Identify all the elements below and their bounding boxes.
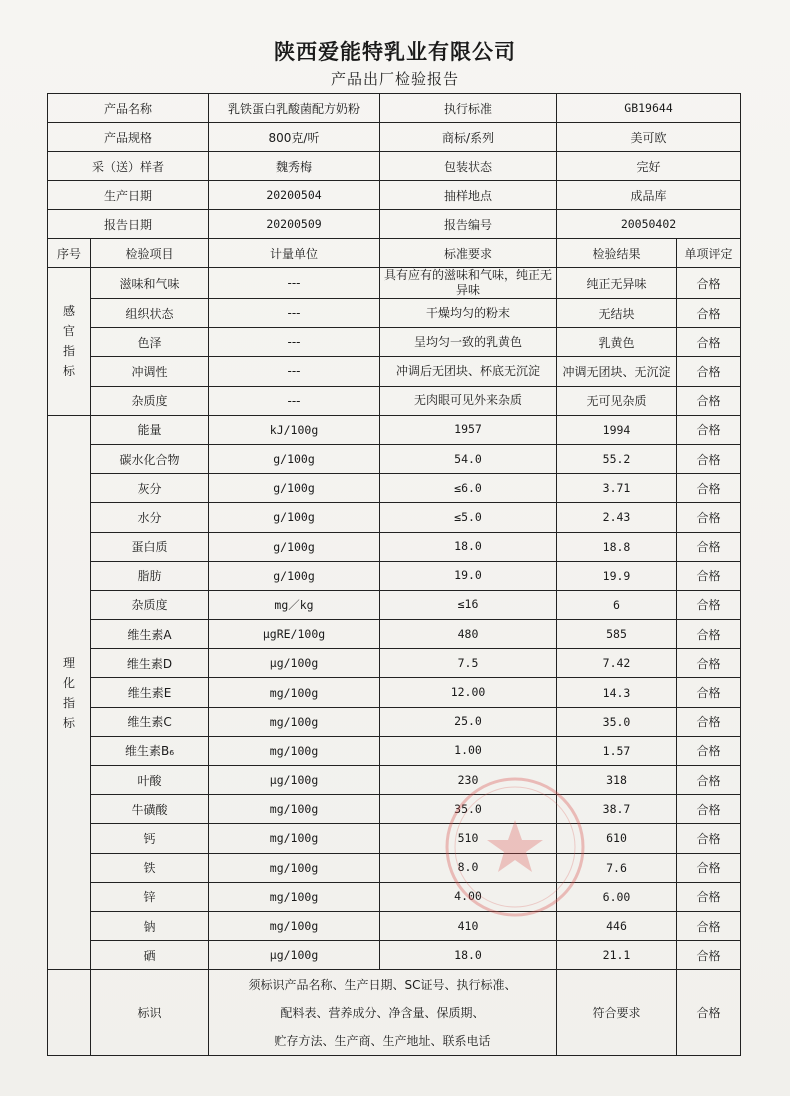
unit-value: kJ/100g [209,415,380,444]
result-value: 2.43 [557,503,677,532]
prod-date-label: 生产日期 [48,181,209,210]
label-evaluation: 合格 [677,970,741,1056]
product-name-label: 产品名称 [48,94,209,123]
unit-value: --- [209,357,380,386]
physchem-row [48,415,741,444]
result-value: 纯正无异味 [557,268,677,299]
result-value: 冲调无团块、无沉淀 [557,357,677,386]
item-name: 灰分 [91,474,209,503]
info-row-2 [48,123,741,152]
physchem-row [48,620,741,649]
evaluation-value: 合格 [677,532,741,561]
physchem-row [48,649,741,678]
spec-value: 800克/听 [209,123,380,152]
evaluation-value: 合格 [677,707,741,736]
item-name: 冲调性 [91,357,209,386]
unit-value: g/100g [209,444,380,473]
standard-value: GB19644 [557,94,741,123]
result-value: 585 [557,620,677,649]
col-header-seq: 序号 [48,239,91,268]
result-value: 6 [557,590,677,619]
result-value: 55.2 [557,444,677,473]
label-result: 符合要求 [557,970,677,1056]
result-value: 7.6 [557,853,677,882]
result-value: 446 [557,911,677,940]
unit-value: --- [209,328,380,357]
result-value: 无可见杂质 [557,386,677,415]
evaluation-value: 合格 [677,444,741,473]
item-name: 锌 [91,882,209,911]
requirement-value: 18.0 [380,941,557,970]
item-name: 脂肪 [91,561,209,590]
unit-value: mg/100g [209,795,380,824]
evaluation-value: 合格 [677,503,741,532]
result-value: 318 [557,766,677,795]
unit-value: g/100g [209,503,380,532]
unit-value: g/100g [209,561,380,590]
unit-value: mg/100g [209,736,380,765]
physchem-row [48,853,741,882]
evaluation-value: 合格 [677,882,741,911]
physchem-row [48,795,741,824]
physchem-row [48,707,741,736]
info-row-3 [48,152,741,181]
label-row [48,970,741,1056]
requirement-value: 干燥均匀的粉末 [380,299,557,328]
package-value: 完好 [557,152,741,181]
physchem-row [48,824,741,853]
evaluation-value: 合格 [677,299,741,328]
item-name: 钠 [91,911,209,940]
evaluation-value: 合格 [677,824,741,853]
requirement-value: 12.00 [380,678,557,707]
unit-value: g/100g [209,532,380,561]
report-no-value: 20050402 [557,210,741,239]
label-item: 标识 [91,970,209,1056]
sensory-group-label [48,268,91,416]
report-date-value: 20200509 [209,210,380,239]
physchem-row [48,503,741,532]
evaluation-value: 合格 [677,911,741,940]
physchem-row [48,474,741,503]
unit-value: mg/100g [209,707,380,736]
unit-value: mg/100g [209,882,380,911]
label-requirement-line: 配料表、营养成分、净含量、保质期、 [280,1005,485,1020]
requirement-value: 具有应有的滋味和气味，纯正无异味 [380,268,557,299]
requirement-value: ≤5.0 [380,503,557,532]
item-name: 杂质度 [91,590,209,619]
unit-value: --- [209,268,380,299]
physchem-row [48,766,741,795]
physchem-row [48,532,741,561]
result-value: 无结块 [557,299,677,328]
requirement-value: 4.00 [380,882,557,911]
item-name: 维生素C [91,707,209,736]
item-name: 牛磺酸 [91,795,209,824]
unit-value: μgRE/100g [209,620,380,649]
physchem-row [48,941,741,970]
result-value: 18.8 [557,532,677,561]
physchem-row [48,678,741,707]
prod-date-value: 20200504 [209,181,380,210]
result-value: 21.1 [557,941,677,970]
evaluation-value: 合格 [677,941,741,970]
evaluation-value: 合格 [677,328,741,357]
unit-value: mg/100g [209,824,380,853]
item-name: 钙 [91,824,209,853]
requirement-value: 54.0 [380,444,557,473]
evaluation-value: 合格 [677,561,741,590]
result-value: 1.57 [557,736,677,765]
evaluation-value: 合格 [677,590,741,619]
result-value: 38.7 [557,795,677,824]
product-name-value: 乳铁蛋白乳酸菌配方奶粉 [209,94,380,123]
result-value: 610 [557,824,677,853]
item-name: 维生素E [91,678,209,707]
unit-value: μg/100g [209,649,380,678]
item-name: 铁 [91,853,209,882]
requirement-value: 230 [380,766,557,795]
unit-value: g/100g [209,474,380,503]
sampler-value: 魏秀梅 [209,152,380,181]
unit-value: mg／kg [209,590,380,619]
unit-value: mg/100g [209,853,380,882]
evaluation-value: 合格 [677,649,741,678]
result-value: 乳黄色 [557,328,677,357]
requirement-value: 18.0 [380,532,557,561]
report-date-label: 报告日期 [48,210,209,239]
evaluation-value: 合格 [677,620,741,649]
inspection-table [47,93,741,1056]
result-value: 6.00 [557,882,677,911]
item-name: 维生素D [91,649,209,678]
result-value: 7.42 [557,649,677,678]
item-name: 杂质度 [91,386,209,415]
result-value: 14.3 [557,678,677,707]
item-name: 蛋白质 [91,532,209,561]
item-name: 水分 [91,503,209,532]
brand-label: 商标/系列 [380,123,557,152]
col-header-item: 检验项目 [91,239,209,268]
sensory-group-char: 标 [62,364,75,379]
physchem-row [48,882,741,911]
requirement-value: 410 [380,911,557,940]
report-title: 产品出厂检验报告 [330,70,459,88]
item-name: 碳水化合物 [91,444,209,473]
col-header-unit: 计量单位 [209,239,380,268]
requirement-value: 呈均匀一致的乳黄色 [380,328,557,357]
physchem-row [48,590,741,619]
evaluation-value: 合格 [677,766,741,795]
evaluation-value: 合格 [677,386,741,415]
requirement-value: 无肉眼可见外来杂质 [380,386,557,415]
physchem-row [48,911,741,940]
label-requirement-line: 贮存方法、生产商、生产地址、联系电话 [274,1033,491,1048]
sensory-row [48,299,741,328]
requirement-value: 1.00 [380,736,557,765]
sampler-label: 采（送）样者 [48,152,209,181]
result-value: 1994 [557,415,677,444]
requirement-value: 冲调后无团块、杯底无沉淀 [380,357,557,386]
item-name: 滋味和气味 [91,268,209,299]
physchem-row [48,736,741,765]
unit-value: mg/100g [209,678,380,707]
unit-value: --- [209,299,380,328]
item-name: 硒 [91,941,209,970]
evaluation-value: 合格 [677,736,741,765]
evaluation-value: 合格 [677,678,741,707]
unit-value: μg/100g [209,941,380,970]
sensory-group-char: 官 [62,324,75,339]
brand-value: 美可欧 [557,123,741,152]
requirement-value: 35.0 [380,795,557,824]
sensory-row [48,268,741,299]
physchem-group-char: 标 [62,715,75,730]
info-row-5 [48,210,741,239]
package-label: 包装状态 [380,152,557,181]
evaluation-value: 合格 [677,415,741,444]
col-header-requirement: 标准要求 [380,239,557,268]
item-name: 维生素A [91,620,209,649]
sensory-row [48,386,741,415]
requirement-value: ≤6.0 [380,474,557,503]
evaluation-value: 合格 [677,268,741,299]
item-name: 组织状态 [91,299,209,328]
result-value: 3.71 [557,474,677,503]
info-row-1 [48,94,741,123]
sensory-group-char: 指 [62,344,75,359]
unit-value: mg/100g [209,911,380,940]
requirement-value: 7.5 [380,649,557,678]
evaluation-value: 合格 [677,357,741,386]
physchem-group-char: 指 [62,695,75,710]
result-value: 35.0 [557,707,677,736]
requirement-value: 510 [380,824,557,853]
item-name: 能量 [91,415,209,444]
company-name: 陕西爱能特乳业有限公司 [274,39,516,64]
sensory-row [48,357,741,386]
physchem-row [48,444,741,473]
unit-value: --- [209,386,380,415]
physchem-group-char: 化 [62,675,75,690]
requirement-value: 8.0 [380,853,557,882]
standard-label: 执行标准 [380,94,557,123]
requirement-value: 19.0 [380,561,557,590]
physchem-group-char: 理 [62,655,75,670]
sensory-group-char: 感 [62,304,75,319]
requirement-value: 25.0 [380,707,557,736]
physchem-row [48,561,741,590]
requirement-value: ≤16 [380,590,557,619]
col-header-evaluation: 单项评定 [677,239,741,268]
item-name: 维生素B₆ [91,736,209,765]
label-requirement [209,970,557,1056]
col-header-result: 检验结果 [557,239,677,268]
evaluation-value: 合格 [677,853,741,882]
requirement-value: 480 [380,620,557,649]
label-seq-cell [48,970,91,1056]
column-header-row [48,239,741,268]
report-no-label: 报告编号 [380,210,557,239]
label-requirement-line: 须标识产品名称、生产日期、SC证号、执行标准、 [248,977,517,992]
item-name: 叶酸 [91,766,209,795]
sample-site-label: 抽样地点 [380,181,557,210]
unit-value: μg/100g [209,766,380,795]
spec-label: 产品规格 [48,123,209,152]
physchem-group-label [48,415,91,970]
result-value: 19.9 [557,561,677,590]
sample-site-value: 成品库 [557,181,741,210]
sensory-row [48,328,741,357]
item-name: 色泽 [91,328,209,357]
evaluation-value: 合格 [677,795,741,824]
info-row-4 [48,181,741,210]
evaluation-value: 合格 [677,474,741,503]
requirement-value: 1957 [380,415,557,444]
